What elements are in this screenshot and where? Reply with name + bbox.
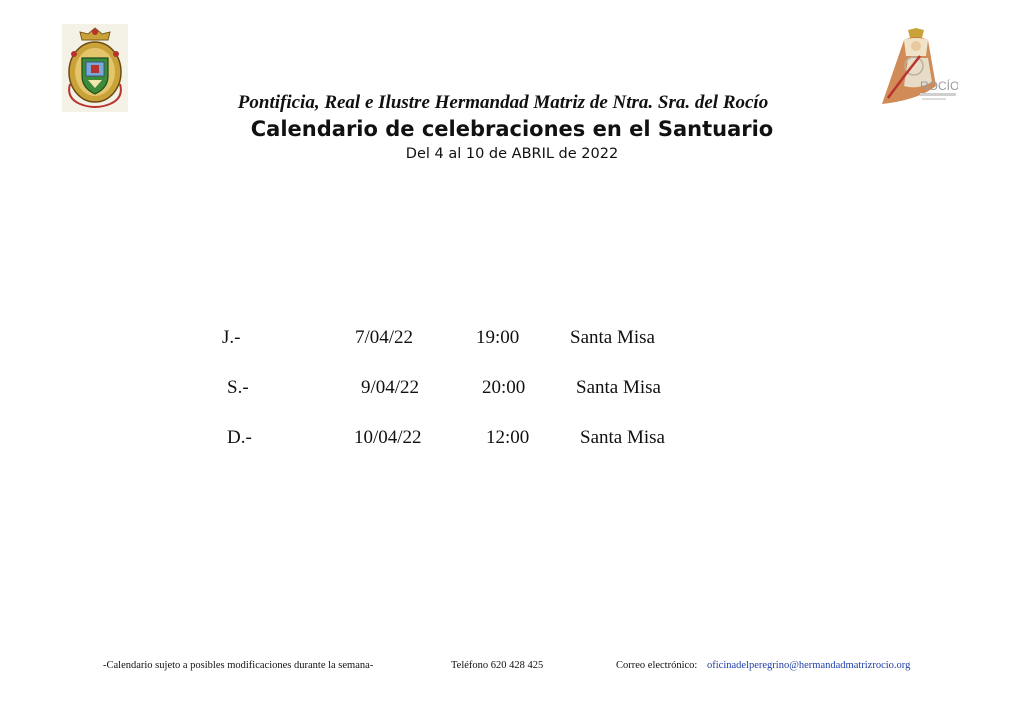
schedule-date: 10/04/22 — [354, 427, 422, 448]
schedule-day: S.- — [227, 377, 249, 398]
schedule-date: 7/04/22 — [355, 327, 414, 348]
schedule-day: J.- — [222, 327, 241, 348]
footer-email-link[interactable]: oficinadelperegrino@hermandadmatrizrocio.org — [707, 660, 911, 671]
page-title: Calendario de celebraciones en el Santuario — [250, 117, 774, 141]
schedule-date: 9/04/22 — [361, 377, 420, 398]
schedule-event: Santa Misa — [576, 377, 661, 398]
footer-phone: Teléfono 620 428 425 — [451, 660, 544, 671]
organization-name: Pontificia, Real e Ilustre Hermandad Matriz de Ntra. Sra. del Rocío — [237, 92, 769, 113]
schedule-time: 12:00 — [486, 427, 530, 448]
logo-text: ROCÍO — [920, 79, 958, 93]
schedule-day: D.- — [227, 427, 252, 448]
footer-email-label: Correo electrónico: — [616, 660, 698, 671]
footer-note: -Calendario sujeto a posibles modificaciones durante la semana- — [103, 660, 374, 671]
schedule-time: 20:00 — [482, 377, 526, 398]
schedule-event: Santa Misa — [580, 427, 665, 448]
schedule-time: 19:00 — [476, 327, 520, 348]
schedule-event: Santa Misa — [570, 327, 655, 348]
date-range: Del 4 al 10 de ABRIL de 2022 — [405, 146, 619, 162]
